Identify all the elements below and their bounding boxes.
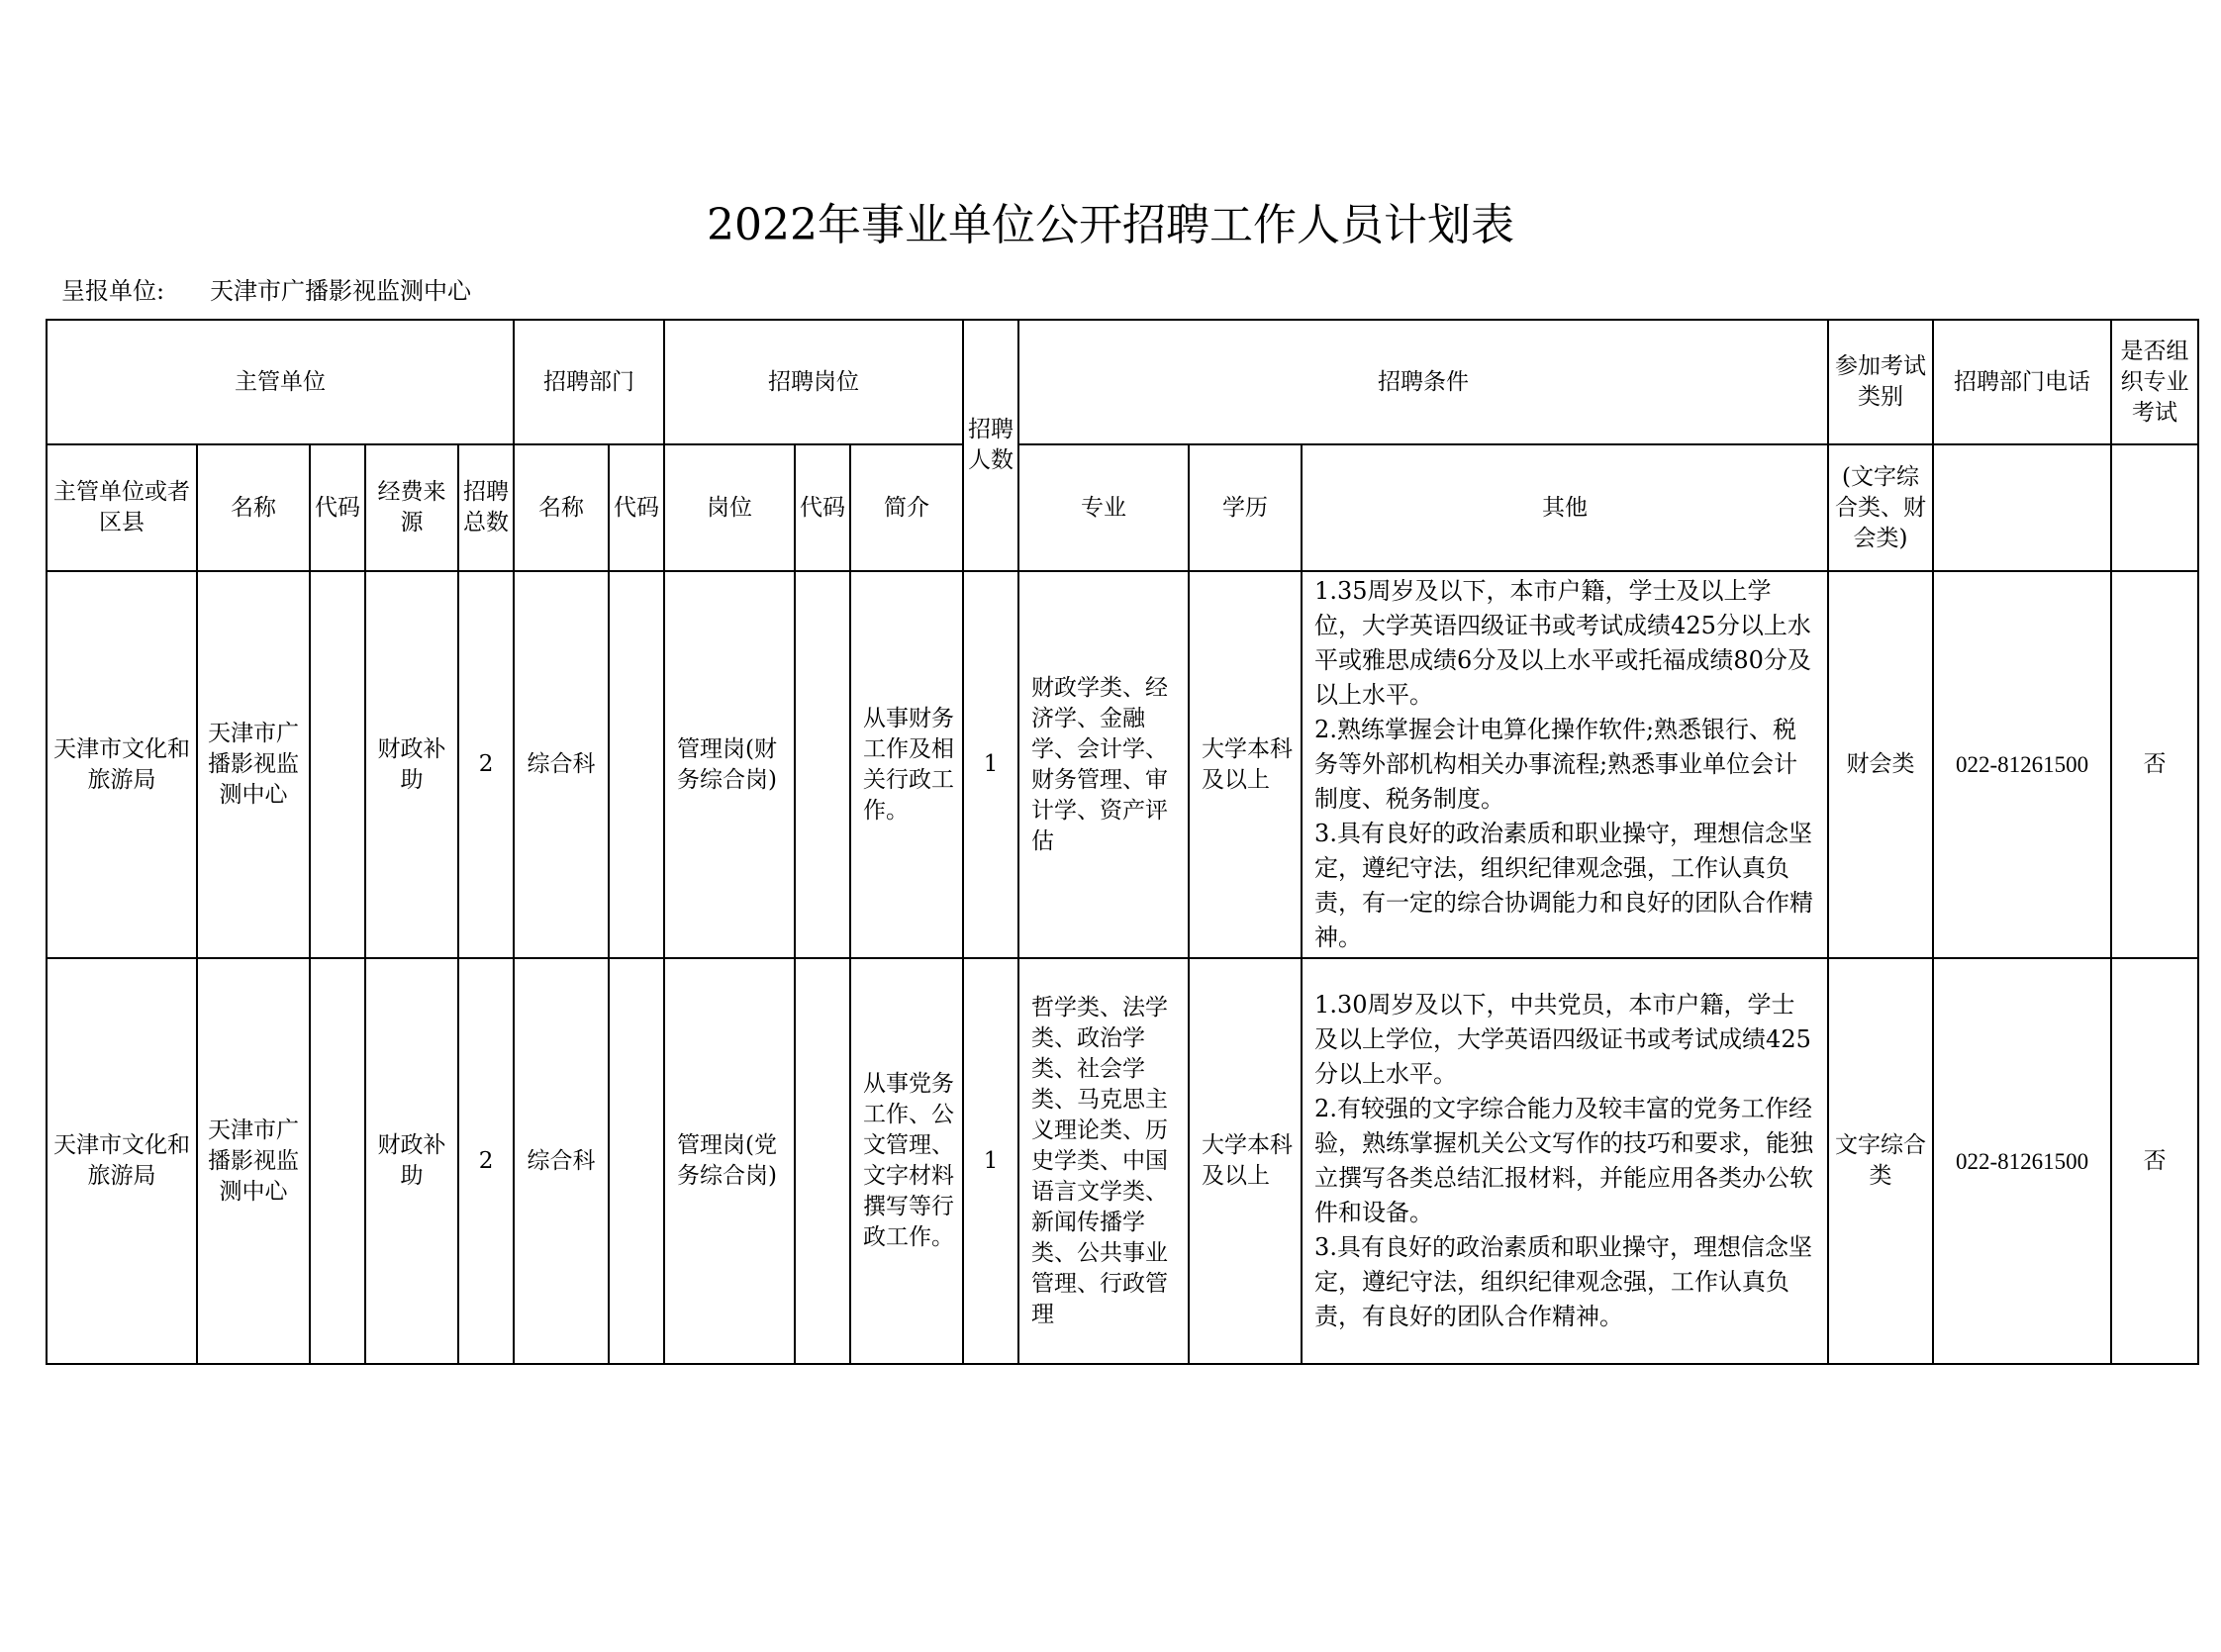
cell-post: 管理岗(党务综合岗) (664, 958, 795, 1364)
header-education: 学历 (1189, 444, 1302, 571)
reporting-unit-value: 天津市广播影视监测中心 (210, 277, 471, 305)
header-post-code: 代码 (795, 444, 850, 571)
cell-dept-name: 综合科 (514, 571, 609, 958)
header-phone: 招聘部门电话 (1933, 320, 2111, 444)
header-authority-area: 主管单位或者区县 (47, 444, 197, 571)
condition-line: 2.有较强的文字综合能力及较丰富的党务工作经验，熟练掌握机关公文写作的技巧和要求，能独立撰写各类总结汇报材料，并能应用各类办公软件和设备。 (1314, 1095, 1814, 1226)
cell-code (310, 571, 365, 958)
cell-pro-exam: 否 (2111, 571, 2198, 958)
header-phone-empty (1933, 444, 2111, 571)
cell-exam-type: 文字综合类 (1828, 958, 1933, 1364)
cell-major: 财政学类、经济学、金融学、会计学、财务管理、审计学、资产评估 (1018, 571, 1189, 958)
cell-dept-code (609, 571, 664, 958)
header-dept-name: 名称 (514, 444, 609, 571)
condition-line: 1.30周岁及以下，中共党员，本市户籍，学士及以上学位，大学英语四级证书或考试成绩425分以上水平。 (1314, 991, 1811, 1088)
cell-total: 2 (458, 958, 514, 1364)
header-dept: 招聘部门 (514, 320, 664, 444)
header-exam-note: (文字综合类、财会类) (1828, 444, 1933, 571)
cell-education: 大学本科及以上 (1189, 958, 1302, 1364)
cell-pro-exam: 否 (2111, 958, 2198, 1364)
cell-count: 1 (963, 571, 1018, 958)
cell-post-code (795, 958, 850, 1364)
cell-major: 哲学类、法学类、政治学类、社会学类、马克思主义理论类、历史学类、中国语言文学类、新闻传播学类、公共事业管理、行政管理 (1018, 958, 1189, 1364)
cell-name: 天津市广播影视监测中心 (197, 571, 310, 958)
page-title: 2022年事业单位公开招聘工作人员计划表 (707, 200, 1514, 250)
header-exam-type: 参加考试类别 (1828, 320, 1933, 444)
header-other: 其他 (1302, 444, 1828, 571)
recruitment-plan-table (46, 319, 2199, 1365)
cell-other (1302, 958, 1828, 1364)
header-total: 招聘总数 (458, 444, 514, 571)
cell-authority: 天津市文化和旅游局 (47, 958, 197, 1364)
cell-dept-code (609, 958, 664, 1364)
condition-line: 2.熟练掌握会计电算化操作软件;熟悉银行、税务等外部机构相关办事流程;熟悉事业单位会计制度、税务制度。 (1314, 716, 1798, 813)
table-row (47, 571, 2198, 958)
reporting-unit (61, 275, 471, 307)
reporting-unit-label: 呈报单位: (61, 277, 165, 305)
header-row-1 (47, 320, 2198, 444)
header-row-2 (47, 444, 2198, 571)
cell-education: 大学本科及以上 (1189, 571, 1302, 958)
header-intro: 简介 (850, 444, 963, 571)
condition-line: 3.具有良好的政治素质和职业操守，理想信念坚定，遵纪守法，组织纪律观念强，工作认真负责，有良好的团队合作精神。 (1314, 1233, 1812, 1330)
cell-count: 1 (963, 958, 1018, 1364)
cell-code (310, 958, 365, 1364)
header-name: 名称 (197, 444, 310, 571)
cell-name: 天津市广播影视监测中心 (197, 958, 310, 1364)
cell-fund: 财政补助 (365, 958, 458, 1364)
header-pro-exam-empty (2111, 444, 2198, 571)
cell-phone: 022-81261500 (1933, 571, 2111, 958)
cell-post: 管理岗(财务综合岗) (664, 571, 795, 958)
cell-dept-name: 综合科 (514, 958, 609, 1364)
header-code: 代码 (310, 444, 365, 571)
cell-phone: 022-81261500 (1933, 958, 2111, 1364)
cell-authority: 天津市文化和旅游局 (47, 571, 197, 958)
header-conditions: 招聘条件 (1018, 320, 1828, 444)
cell-intro: 从事财务工作及相关行政工作。 (850, 571, 963, 958)
cell-exam-type: 财会类 (1828, 571, 1933, 958)
cell-post-code (795, 571, 850, 958)
header-major: 专业 (1018, 444, 1189, 571)
header-dept-code: 代码 (609, 444, 664, 571)
header-count: 招聘人数 (963, 320, 1018, 571)
header-post: 招聘岗位 (664, 320, 963, 444)
header-pro-exam: 是否组织专业考试 (2111, 320, 2198, 444)
header-authority: 主管单位 (47, 320, 514, 444)
header-post-name: 岗位 (664, 444, 795, 571)
cell-other (1302, 571, 1828, 958)
condition-line: 1.35周岁及以下，本市户籍，学士及以上学位，大学英语四级证书或考试成绩425分以上水平或雅思成绩6分及以上水平或托福成绩80分及以上水平。 (1314, 577, 1811, 709)
cell-total: 2 (458, 571, 514, 958)
cell-intro: 从事党务工作、公文管理、文字材料撰写等行政工作。 (850, 958, 963, 1364)
table-row (47, 958, 2198, 1364)
cell-fund: 财政补助 (365, 571, 458, 958)
header-fund: 经费来源 (365, 444, 458, 571)
condition-line: 3.具有良好的政治素质和职业操守，理想信念坚定，遵纪守法，组织纪律观念强，工作认真负责，有一定的综合协调能力和良好的团队合作精神。 (1314, 820, 1814, 951)
